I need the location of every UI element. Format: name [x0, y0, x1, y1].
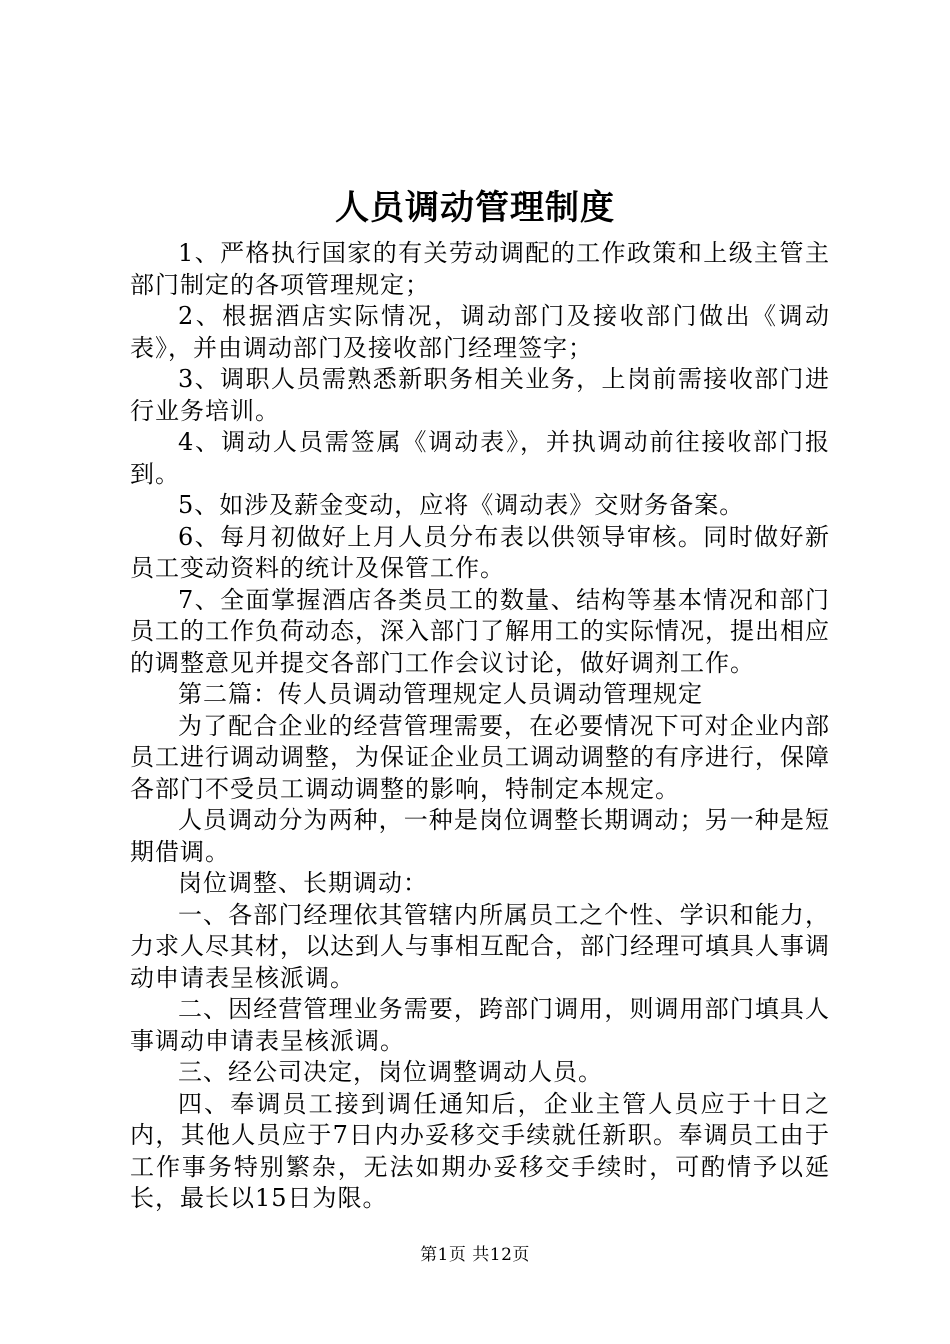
paragraph: 3、调职人员需熟悉新职务相关业务，上岗前需接收部门进行业务培训。: [130, 365, 830, 425]
paragraph: 二、因经营管理业务需要，跨部门调用，则调用部门填具人事调动申请表呈核派调。: [130, 995, 830, 1055]
section-heading: 第二篇：传人员调动管理规定人员调动管理规定: [178, 680, 703, 708]
paragraph: 6、每月初做好上月人员分布表以供领导审核。同时做好新员工变动资料的统计及保管工作。: [130, 522, 830, 582]
paragraph: 一、各部门经理依其管辖内所属员工之个性、学识和能力，力求人尽其材，以达到人与事相互配合，部门经理可填具人事调动申请表呈核派调。: [130, 900, 830, 992]
paragraph: 2、根据酒店实际情况，调动部门及接收部门做出《调动表》，并由调动部门及接收部门经理签字；: [130, 302, 830, 362]
paragraph: 4、调动人员需签属《调动表》，并执调动前往接收部门报到。: [130, 428, 830, 488]
subheading: 岗位调整、长期调动：: [178, 869, 428, 897]
paragraph: 7、全面掌握酒店各类员工的数量、结构等基本情况和部门员工的工作负荷动态，深入部门了解用工的实际情况，提出相应的调整意见并提交各部门工作会议讨论，做好调剂工作。: [130, 585, 830, 677]
paragraph: 四、奉调员工接到调任通知后，企业主管人员应于十日之内，其他人员应于7日内办妥移交手续就任新职。奉调员工由于工作事务特别繁杂，无法如期办妥移交手续时，可酌情予以延长，最长以15日为限。: [130, 1089, 830, 1212]
paragraph: 1、严格执行国家的有关劳动调配的工作政策和上级主管主部门制定的各项管理规定；: [130, 239, 830, 299]
document-title: 人员调动管理制度: [335, 188, 615, 228]
paragraph: 5、如涉及薪金变动，应将《调动表》交财务备案。: [178, 491, 745, 519]
paragraph: 为了配合企业的经营管理需要，在必要情况下可对企业内部员工进行调动调整，为保证企业员工调动调整的有序进行，保障各部门不受员工调动调整的影响，特制定本规定。: [130, 711, 830, 803]
paragraph: 人员调动分为两种，一种是岗位调整长期调动；另一种是短期借调。: [130, 806, 830, 866]
page-number-footer: 第1页 共12页: [420, 1245, 530, 1265]
paragraph: 三、经公司决定，岗位调整调动人员。: [178, 1058, 603, 1086]
document-body: [130, 238, 830, 1215]
